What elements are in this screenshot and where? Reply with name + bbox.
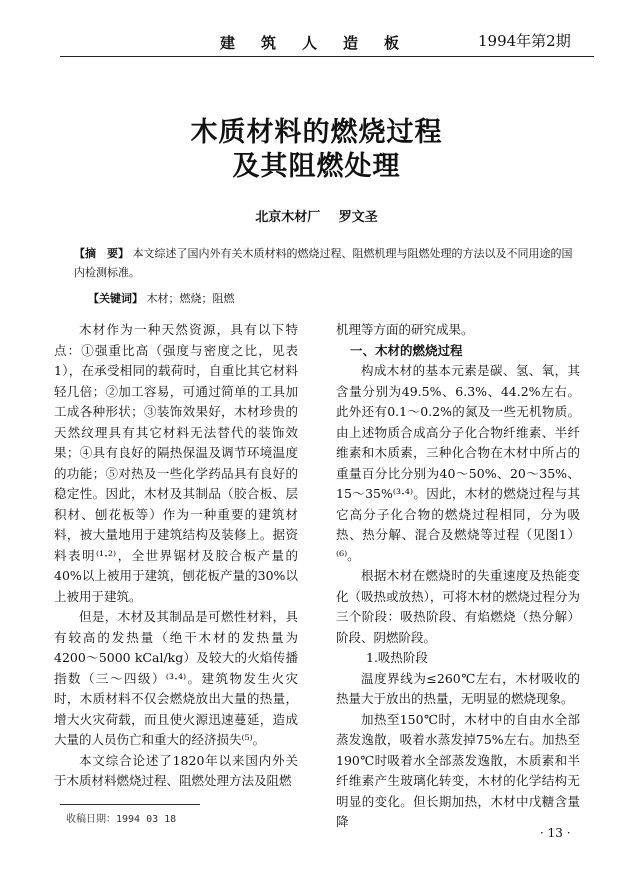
abstract	[74, 244, 574, 282]
author-line: 北京木材厂 罗文圣	[255, 210, 378, 225]
keywords-label: 【关键词】	[88, 292, 143, 305]
left-column	[54, 320, 298, 792]
received-date-footnote: 收稿日期：1994 03 18	[66, 814, 177, 825]
body-paragraph: 但是，木材及其制品是可燃性材料，具有较高的发热量（绝干木材的发热量为4200～5000 kCal/kg）及较大的火焰传播指数（三～四级）⁽³·⁴⁾。建筑物发生火灾时，木质材料不仅会燃烧放出大量的热量，增大火灾荷载，而且使火源迅速蔓延，造成大量的人员伤亡和重大的经济损失⁽⁵⁾。	[54, 609, 298, 747]
article-title-line-1: 木质材料的燃烧过程	[190, 117, 443, 148]
body-paragraph: 加热至150℃时，木材中的自由水全部蒸发逸散，吸着水蒸发掉75%左右。加热至190℃时吸着水全部蒸发逸散，木质素和半纤维素产生玻璃化转变，木材的化学结构无明显的变化。但长期加热，木材中戊糖含量降	[336, 711, 580, 829]
subsection-heading: 1.吸热阶段	[366, 650, 428, 665]
body-paragraph: 构成木材的基本元素是碳、氢、氧，其含量分别为49.5%、6.3%、44.2%左右。此外还有0.1～0.2%的氮及一些无机物质。由上述物质合成高分子化合物纤维素、半纤维素和木质素，三种化合物在木材中所占的重量百分比分别为40～50%、20～35%、15～35%⁽³·⁴⁾。因此，木材的燃烧过程与其它高分子化合物的燃烧过程相同，分为吸热、热分解、混合及燃烧等过程（见图1）⁽⁶⁾。	[336, 363, 580, 563]
keywords	[88, 290, 235, 306]
section-heading: 一、木材的燃烧过程	[350, 342, 463, 358]
header-divider	[60, 56, 594, 57]
right-column	[336, 320, 580, 833]
article-title-line-2: 及其阻燃处理	[232, 151, 401, 182]
body-paragraph: 温度界线为≤260℃左右，木材吸收的热量大于放出的热量，无明显的燃烧现象。	[336, 670, 580, 706]
issue-label: 1994年第2期	[478, 32, 571, 50]
abstract-label: 【摘 要】	[74, 247, 129, 260]
body-paragraph: 机理等方面的研究成果。	[336, 322, 474, 337]
page-number: · 13 ·	[540, 826, 571, 840]
body-paragraph: 根据木材在燃烧时的失重速度及热能变化（吸热或放热），可将木材的燃烧过程分为三个阶段：吸热阶段、有焰燃烧（热分解）阶段、阴燃阶段。	[336, 568, 580, 645]
abstract-text: 本文综述了国内外有关木质材料的燃烧过程、阻燃机理与阻燃处理的方法以及不同用途的国内检测标准。	[74, 247, 573, 279]
journal-name: 建筑人造板	[220, 34, 426, 52]
keywords-text: 木材；燃烧；阻燃	[146, 292, 235, 305]
footnote-divider	[60, 804, 200, 805]
body-paragraph: 木材作为一种天然资源，具有以下特点：①强重比高（强度与密度之比，见表1），在承受相同的载荷时，自重比其它材料轻几倍；②加工容易，可通过简单的工具加工成各种形状；③装饰效果好，木材珍贵的天然纹理具有其它材料无法替代的装饰效果；④具有良好的隔热保温及调节环境温度的功能；⑤对热及一些化学药品具有良好的稳定性。因此，木材及其制品（胶合板、层积材、刨花板等）作为一种重要的建筑材料，被大量地用于建筑结构及装修上。据资料表明⁽¹·²⁾，全世界锯材及胶合板产量的40%以上被用于建筑，刨花板产量的30%以上被用于建筑。	[54, 322, 298, 604]
body-paragraph: 本文综合论述了1820年以来国内外关于木质材料燃烧过程、阻燃处理方法及阻燃	[54, 752, 298, 788]
